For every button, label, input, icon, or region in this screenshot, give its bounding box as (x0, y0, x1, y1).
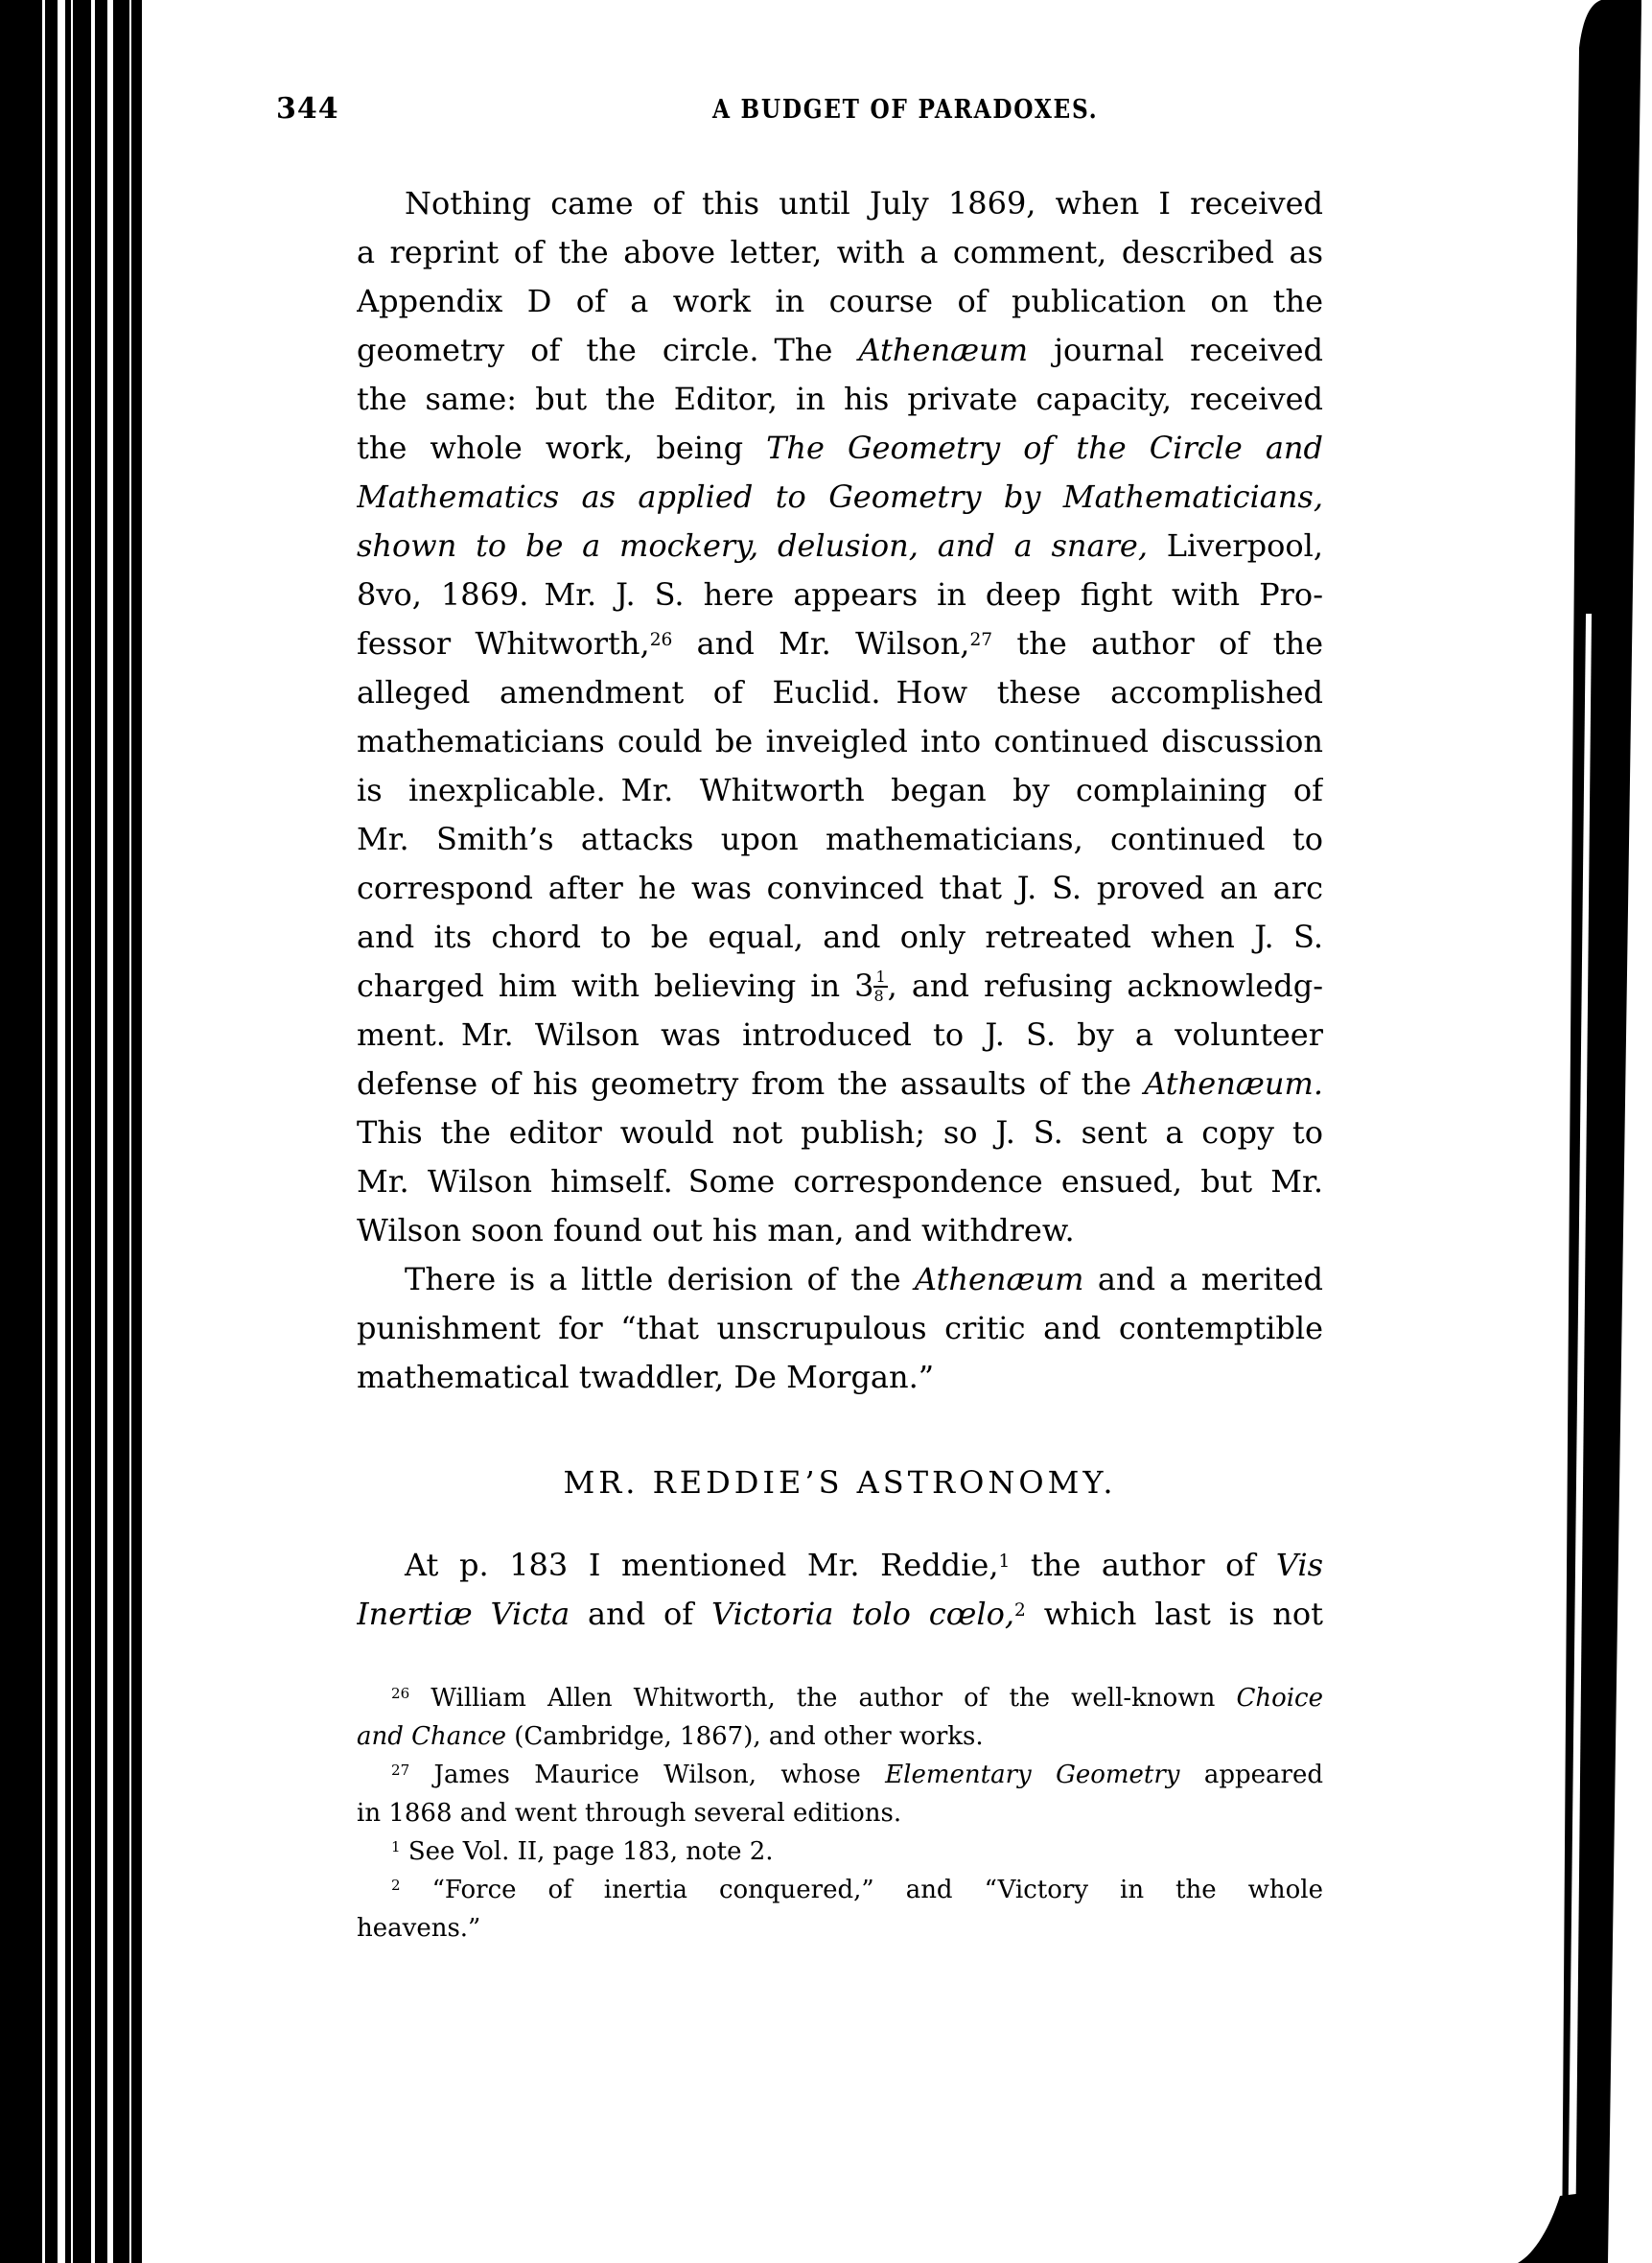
stacked-fraction: $\frac{1}{8}$ (873, 968, 886, 1006)
text-line: and its chord to be equal, and only retreated when J. S. (357, 919, 1323, 955)
text-line: and Chance (Cambridge, 1867), and other works. (357, 1722, 984, 1751)
text-line: $^{26}$ William Allen Whitworth, the author of the well-known Choice (391, 1684, 1323, 1713)
text-line: Inertiæ Victa and of Victoria tolo cœlo,$^2$ which last is not (357, 1596, 1323, 1632)
section-heading (357, 1458, 1323, 1507)
para-derision (357, 1255, 1323, 1402)
footnote-2 (357, 1871, 1323, 1948)
page-edge-shadow-right (1508, 0, 1652, 2263)
text-line: 8vo, 1869. Mr. J. S. here appears in deep fight with Pro- (357, 576, 1323, 613)
text-line: defense of his geometry from the assaults of the Athenæum. (357, 1065, 1323, 1102)
text-line: punishment for “that unscrupulous critic and contemptible (357, 1310, 1323, 1346)
text-line: correspond after he was convinced that J. S. proved an arc (357, 870, 1323, 906)
text-line: Mr. Smith’s attacks upon mathematicians, continued to (357, 821, 1323, 857)
text-column (357, 179, 1323, 1948)
text-line: fessor Whitworth,$^{26}$ and Mr. Wilson,$^{27}$ the author of the (357, 625, 1323, 662)
text-line: the same: but the Editor, in his private capacity, received (357, 381, 1323, 417)
text-line: There is a little derision of the Athenæum and a merited (405, 1261, 1323, 1297)
text-line: Appendix D of a work in course of publication on the (357, 283, 1323, 319)
text-line: $^2$ “Force of inertia conquered,” and “Victory in the whole (391, 1876, 1323, 1904)
text-line: the whole work, being The Geometry of the Circle and (357, 430, 1323, 466)
text-line: mathematical twaddler, De Morgan.” (357, 1359, 935, 1395)
para-reddie (357, 1541, 1323, 1639)
text-line: MR. REDDIE’S ASTRONOMY. (563, 1464, 1117, 1501)
text-line: mathematicians could be inveigled into continued discussion (357, 723, 1323, 759)
text-line: At p. 183 I mentioned Mr. Reddie,$^1$ the author of Vis (405, 1547, 1323, 1583)
bottom-curl-shadow (1518, 2190, 1608, 2263)
book-gutter-shadow (0, 0, 144, 2263)
text-line: Mr. Wilson himself. Some correspondence ensued, but Mr. (357, 1163, 1323, 1200)
text-line: is inexplicable. Mr. Whitworth began by complaining of (357, 772, 1323, 808)
text-line: geometry of the circle. The Athenæum journal received (357, 332, 1323, 368)
text-line: Wilson soon found out his man, and withdrew. (357, 1212, 1075, 1248)
running-title: A BUDGET OF PARADOXES. (712, 95, 1099, 125)
text-line: alleged amendment of Euclid. How these accomplished (357, 674, 1323, 711)
text-line: Mathematics as applied to Geometry by Mathematicians, (357, 478, 1323, 515)
text-line: heavens.” (357, 1914, 481, 1943)
text-line: a reprint of the above letter, with a comment, described as (357, 234, 1323, 270)
text-line: in 1868 and went through several editions. (357, 1799, 902, 1828)
footnote-27 (357, 1756, 1323, 1832)
text-line: $^1$ See Vol. II, page 183, note 2. (391, 1837, 774, 1866)
text-line: charged him with believing in 3 $\frac{1}{8}$ , and refusing acknowledg- (357, 968, 1323, 1006)
text-line: Nothing came of this until July 1869, when I received (405, 185, 1323, 222)
footnote-1 (357, 1832, 1323, 1871)
text-line: $^{27}$ James Maurice Wilson, whose Elementary Geometry appeared (391, 1761, 1323, 1789)
page-number: 344 (276, 92, 339, 126)
text-line: ment. Mr. Wilson was introduced to J. S. by a volunteer (357, 1016, 1323, 1053)
text-line: shown to be a mockery, delusion, and a snare, Liverpool, (357, 527, 1323, 564)
footnote-26 (357, 1679, 1323, 1756)
para-opening (357, 179, 1323, 1255)
text-line: This the editor would not publish; so J. S. sent a copy to (357, 1114, 1323, 1151)
